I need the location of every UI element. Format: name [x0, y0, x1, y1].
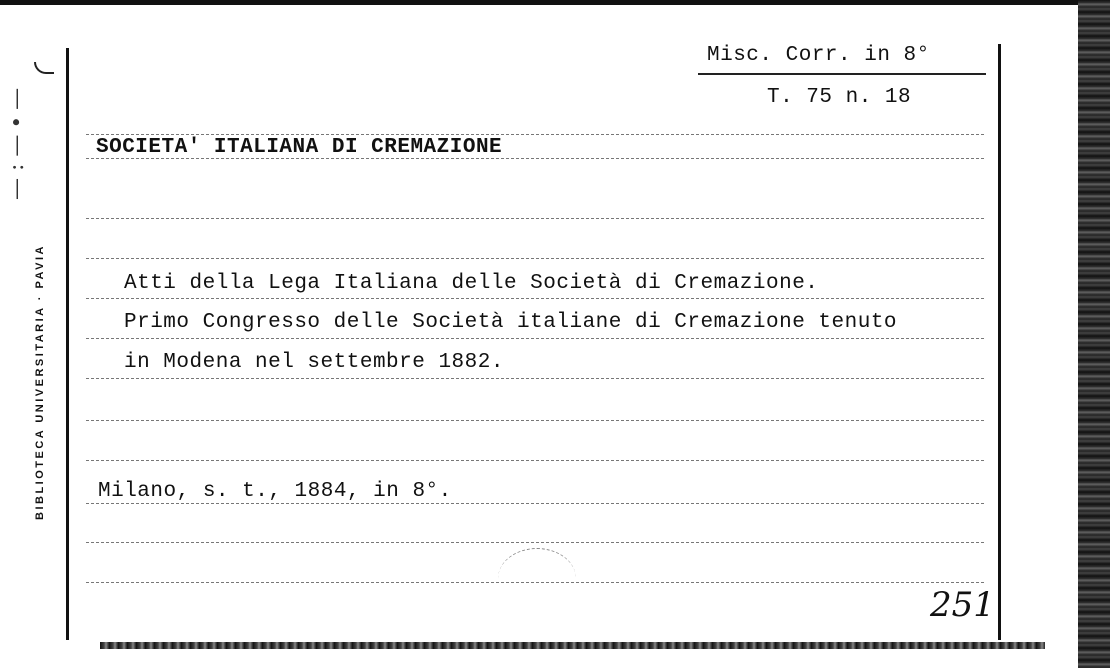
shelfmark-underline: [698, 73, 986, 75]
shelfmark-line-1: Misc. Corr. in 8°: [707, 44, 930, 67]
check-mark-icon: [34, 62, 54, 74]
body-line-3: in Modena nel settembre 1882.: [124, 351, 504, 374]
card-heading: SOCIETA' ITALIANA DI CREMAZIONE: [96, 136, 503, 159]
ruled-line: [86, 582, 984, 583]
faint-stamp-arc: [498, 548, 576, 609]
ruled-line: [86, 298, 984, 299]
card-top-edge: [0, 0, 1078, 5]
ruled-line: [86, 338, 984, 339]
ruled-line: [86, 378, 984, 379]
right-margin-line: [998, 44, 1001, 640]
card-right-edge: [1078, 0, 1110, 668]
ruled-line: [86, 258, 984, 259]
ruled-line: [86, 134, 984, 135]
library-stamp: BIBLIOTECA UNIVERSITARIA · PAVIA: [34, 244, 46, 520]
ruled-line: [86, 420, 984, 421]
imprint-line: Milano, s. t., 1884, in 8°.: [98, 480, 452, 503]
ruled-line: [86, 218, 984, 219]
left-margin-line: [66, 48, 69, 640]
shelfmark-line-2: T. 75 n. 18: [767, 86, 912, 109]
body-line-1: Atti della Lega Italiana delle Società di Cremazione.: [124, 272, 819, 295]
ruled-line: [86, 460, 984, 461]
handwritten-number: 251: [930, 585, 995, 625]
side-marks: — : — ∙ —: [4, 87, 29, 200]
ruled-line: [86, 542, 984, 543]
ruled-line: [86, 503, 984, 504]
card-bottom-edge: [100, 642, 1045, 649]
ruled-line: [86, 158, 984, 159]
body-line-2: Primo Congresso delle Società italiane di Cremazione tenuto: [124, 311, 898, 334]
